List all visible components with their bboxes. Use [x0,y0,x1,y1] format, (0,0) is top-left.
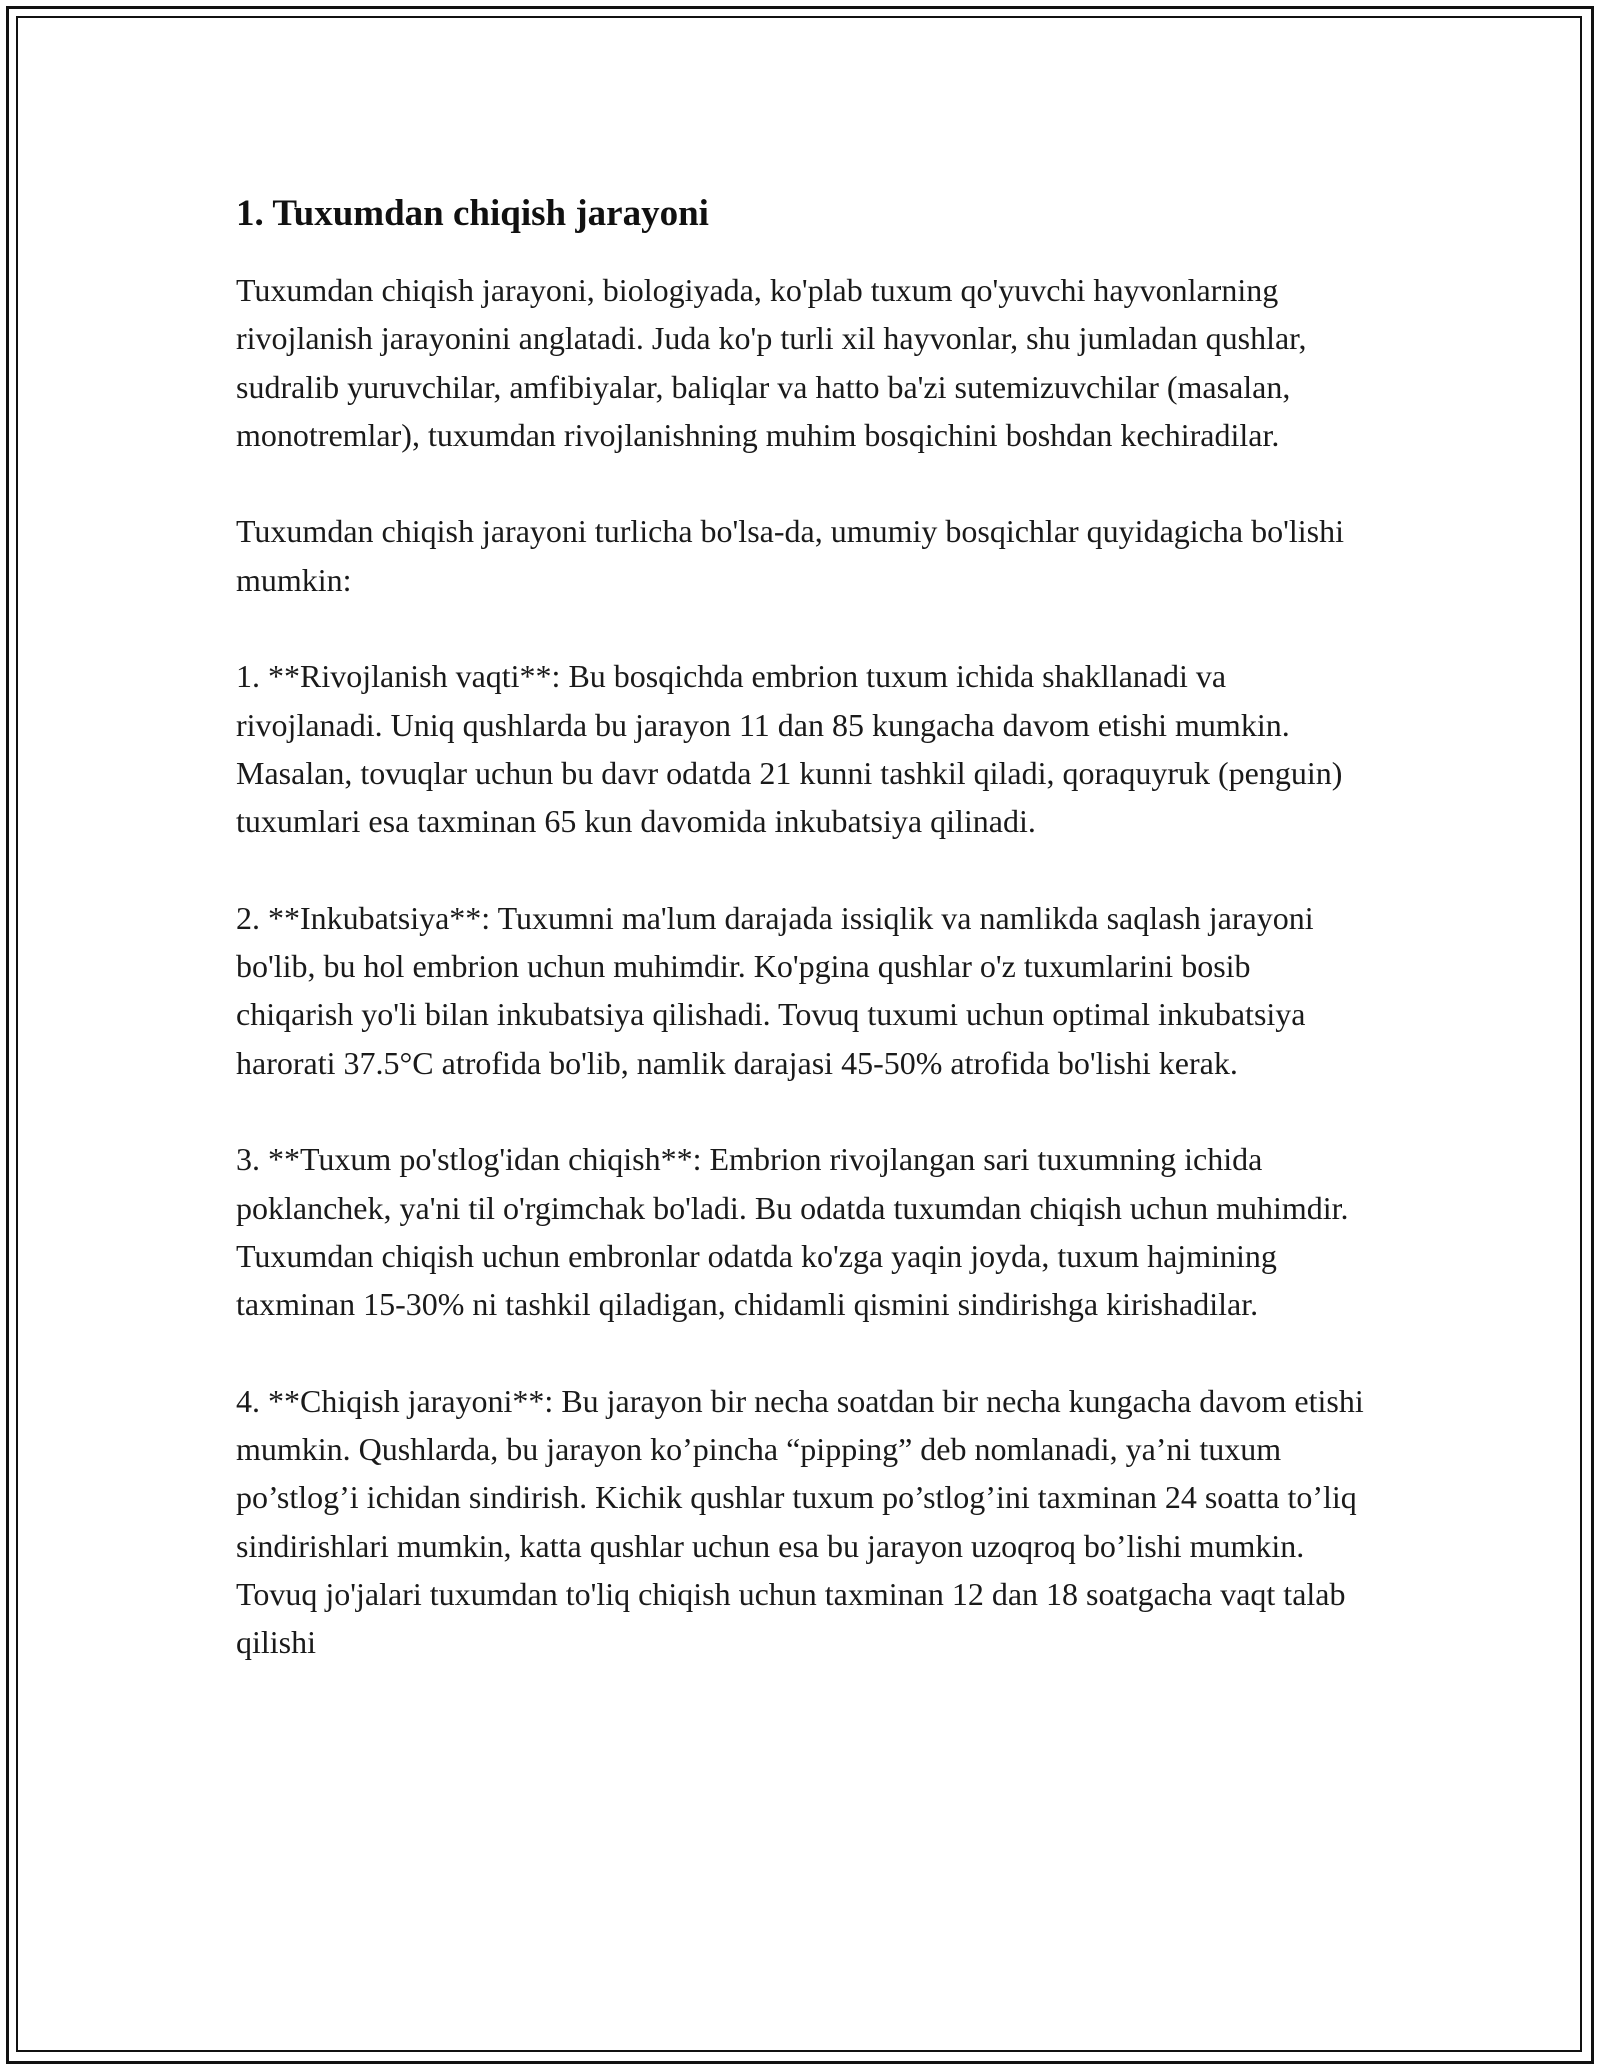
stages-intro-paragraph: Tuxumdan chiqish jarayoni turlicha bo'lsa-da, umumiy bosqichlar quyidagicha bo'lishi mumkin: [236,513,1344,598]
stage-4-paragraph: 4. **Chiqish jarayoni**: Bu jarayon bir necha soatdan bir necha kungacha davom etishi mumkin. Qushlarda, bu jarayon ko’pincha “pipping” deb nomlanadi, ya’ni tuxum po’stlog’i ichidan sindirish. Kichik qushlar tuxum po’stlog’ini taxminan 24 soatta to’liq sindirishlari mumkin, katta qushlar uchun esa bu jarayon uzoqroq bo’lishi mumkin. Tovuq jo'jalari tuxumdan to'liq chiqish uchun taxminan 12 dan 18 soatgacha vaqt talab qilishi [236,1382,1364,1661]
paragraph-spacer [236,459,1366,507]
stage-2-paragraph: 2. **Inkubatsiya**: Tuxumni ma'lum darajada issiqlik va namlikda saqlash jarayoni bo'lib, bu hol embrion uchun muhimdir. Ko'pgina qushlar o'z tuxumlarini bosib chiqarish yo'li bilan inkubatsiya qilishadi. Tovuq tuxumi uchun optimal inkubatsiya harorati 37.5°C atrofida bo'lib, namlik darajasi 45-50% atrofida bo'lishi kerak. [236,899,1314,1081]
document-body [236,186,1366,1667]
stage-3-paragraph: 3. **Tuxum po'stlog'idan chiqish**: Embrion rivojlangan sari tuxumning ichida poklanchek, ya'ni til o'rgimchak bo'ladi. Bu odatda tuxumdan chiqish uchun muhimdir. Tuxumdan chiqish uchun embronlar odatda ko'zga yaqin joyda, tuxum hajmining taxminan 15-30% ni tashkil qiladigan, chidamli qismini sindirishga kirishadilar. [236,1141,1349,1323]
paragraph-spacer [236,1329,1366,1377]
paragraph-spacer [236,604,1366,652]
intro-paragraph: Tuxumdan chiqish jarayoni, biologiyada, ko'plab tuxum qo'yuvchi hayvonlarning rivojlanish jarayonini anglatadi. Juda ko'p turli xil hayvonlar, shu jumladan qushlar, sudralib yuruvchilar, amfibiyalar, baliqlar va hatto ba'zi sutemizuvchilar (masalan, monotremlar), tuxumdan rivojlanishning muhim bosqichini boshdan kechiradilar. [236,272,1307,453]
stage-1-paragraph: 1. **Rivojlanish vaqti**: Bu bosqichda embrion tuxum ichida shakllanadi va rivojlanadi. Uniq qushlarda bu jarayon 11 dan 85 kungacha davom etishi mumkin. Masalan, tovuqlar uchun bu davr odatda 21 kunni tashkil qiladi, qoraquyruk (penguin) tuxumlari esa taxminan 65 kun davomida inkubatsiya qilinadi. [236,658,1343,840]
section-heading: 1. Tuxumdan chiqish jarayoni [236,193,709,234]
paragraph-spacer [236,1087,1366,1135]
paragraph-spacer [236,846,1366,894]
